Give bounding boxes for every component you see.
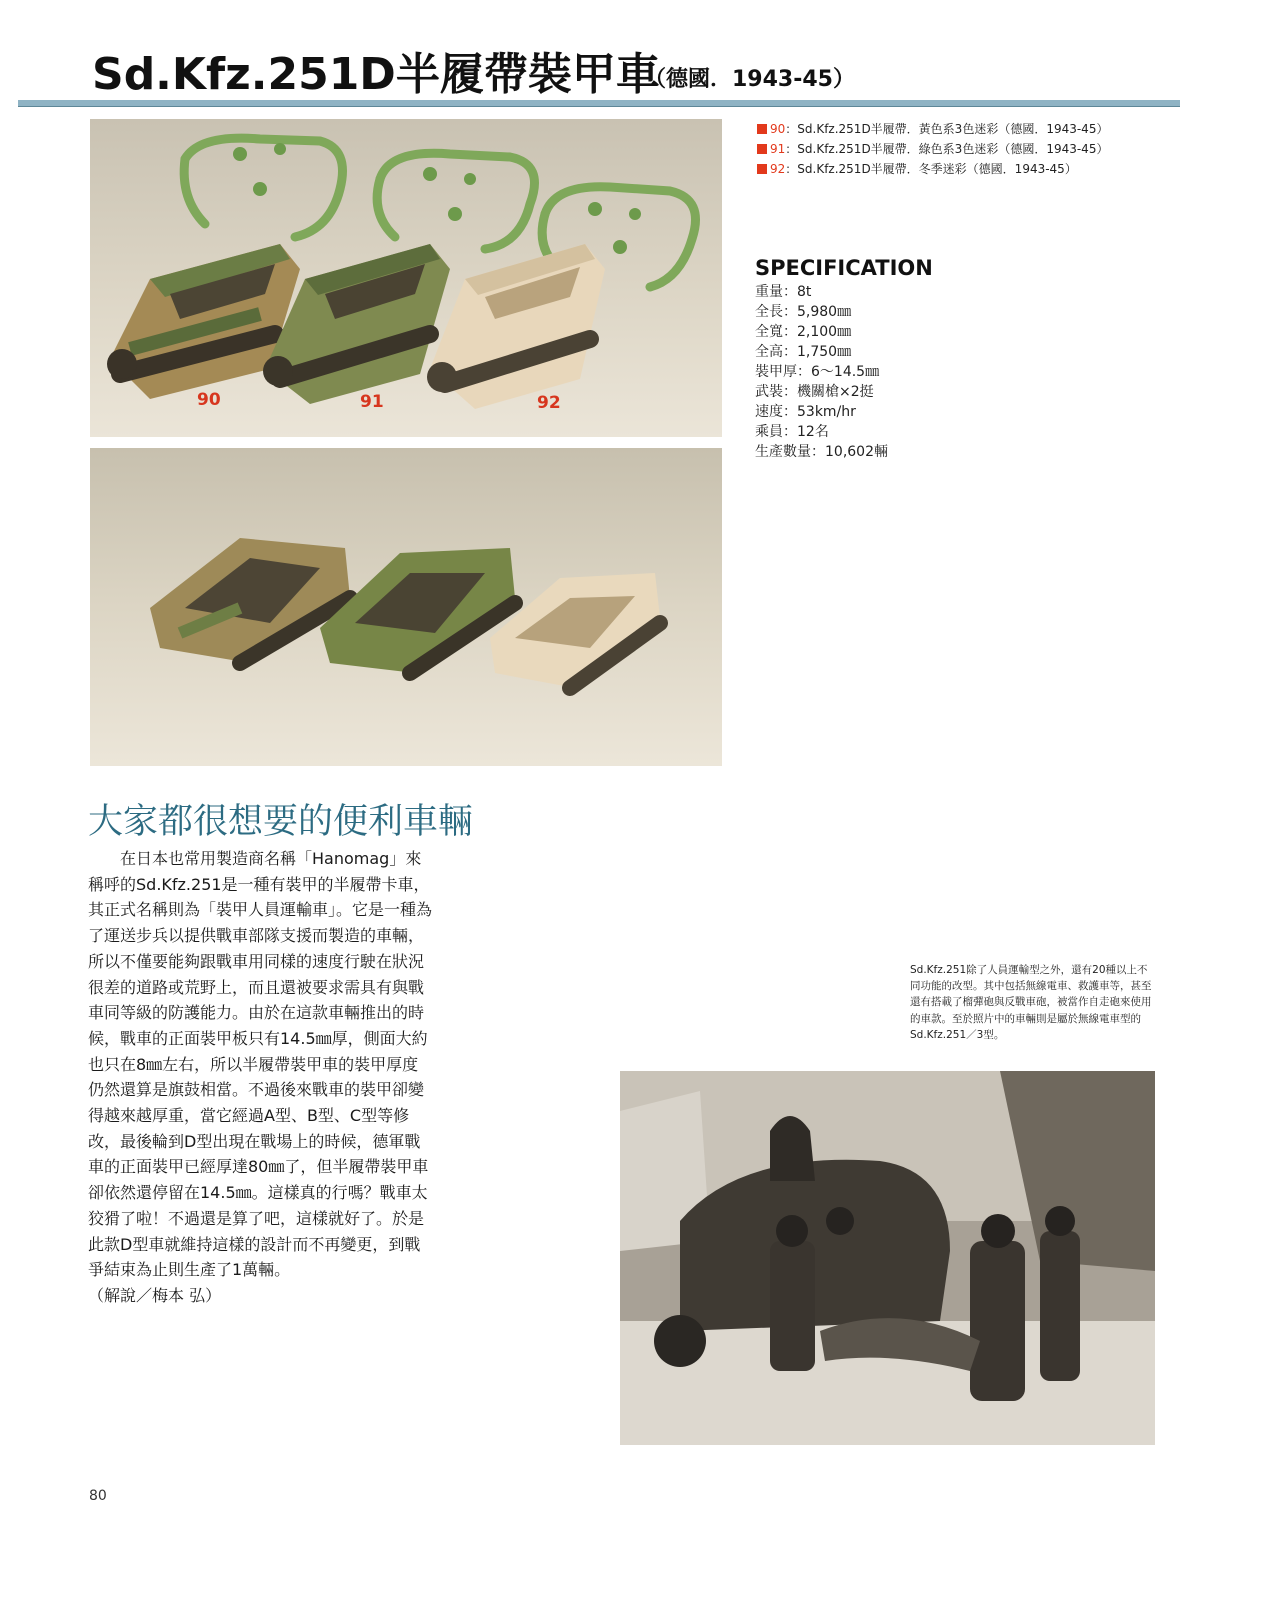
model-label-92: 92 [537, 393, 561, 413]
spec-row: 全寬：2,100㎜ [755, 324, 852, 340]
title-rule [18, 100, 1180, 107]
article-heading: 大家都很想要的便利車輛 [88, 802, 474, 842]
model-label-90: 90 [197, 390, 221, 410]
specification-block [755, 256, 933, 462]
legend-marker [757, 124, 767, 134]
legend-text: ：Sd.Kfz.251D半履帶．黃色系3色迷彩（德國．1943-45） [785, 122, 1109, 136]
spec-row: 全長：5,980㎜ [755, 304, 852, 320]
legend-text: ：Sd.Kfz.251D半履帶．冬季迷彩（德國．1943-45） [785, 162, 1077, 176]
specification-title: SPECIFICATION [755, 256, 933, 280]
historical-photo-illustration [620, 1071, 1155, 1445]
spec-row: 重量：8t [755, 284, 812, 300]
photo-caption: Sd.Kfz.251除了人員運輸型之外，還有20種以上不同功能的改型。其中包括無線電車、救護車等，甚至還有搭載了榴彈砲與反戰車砲，被當作自走砲來使用的車款。至於照片中的車輛則是屬於無線電車型的Sd.Kfz.251／3型。 [910, 964, 1152, 1041]
spec-row: 生產數量：10,602輛 [755, 444, 888, 460]
page-subtitle: （德國．1943-45） [644, 67, 855, 92]
legend-number: 91 [770, 142, 786, 156]
model-legend [757, 119, 1108, 179]
legend-row [757, 159, 1108, 179]
page-number: 80 [89, 1488, 107, 1504]
spec-row: 武裝：機關槍×2挺 [755, 384, 874, 400]
article-paragraph: 在日本也常用製造商名稱「Hanomag」來稱呼的Sd.Kfz.251是一種有裝甲的半履帶卡車，其正式名稱則為「裝甲人員運輸車」。它是一種為了運送步兵以提供戰車部隊支援而製造的車輛，所以不僅要能夠跟戰車用同樣的速度行駛在狀況很差的道路或荒野上，而且還被要求需具有與戰車同等級的防護能力。由於在這款車輛推出的時候，戰車的正面裝甲板只有14.5㎜厚，側面大約也只在8㎜左右，所以半履帶裝甲車的裝甲厚度仍然還算是旗鼓相當。不過後來戰車的裝甲卻變得越來越厚重，當它經過A型、B型、C型等修改，最後輪到D型出現在戰場上的時候，德軍戰車的正面裝甲已經厚達80㎜了，但半履帶裝甲車卻依然還停留在14.5㎜。這樣真的行嗎？戰車太狡猾了啦！不過還是算了吧，這樣就好了。於是此款D型車就維持這樣的設計而不再變更，到戰爭結束為止則生產了1萬輛。 [88, 849, 433, 1280]
article-body [88, 846, 433, 1309]
models-rear-view-illustration [90, 448, 722, 766]
legend-row [757, 119, 1108, 139]
spec-row: 速度：53km/hr [755, 404, 856, 420]
model-label-91: 91 [360, 392, 384, 412]
legend-marker [757, 144, 767, 154]
spec-row: 全高：1,750㎜ [755, 344, 852, 360]
historical-photo [620, 1071, 1155, 1445]
legend-number: 92 [770, 162, 786, 176]
spec-row: 裝甲厚：6～14.5㎜ [755, 364, 880, 380]
models-rear-view-photo [90, 448, 722, 766]
legend-text: ：Sd.Kfz.251D半履帶．綠色系3色迷彩（德國．1943-45） [785, 142, 1109, 156]
legend-number: 90 [770, 122, 786, 136]
article-credit: （解說／梅本 弘） [88, 1285, 222, 1305]
models-with-sprues-photo [90, 119, 722, 437]
legend-row [757, 139, 1108, 159]
models-with-sprues-illustration [90, 119, 722, 437]
page-title: Sd.Kfz.251D半履帶裝甲車 [92, 49, 660, 100]
spec-row: 乘員：12名 [755, 424, 829, 440]
legend-marker [757, 164, 767, 174]
